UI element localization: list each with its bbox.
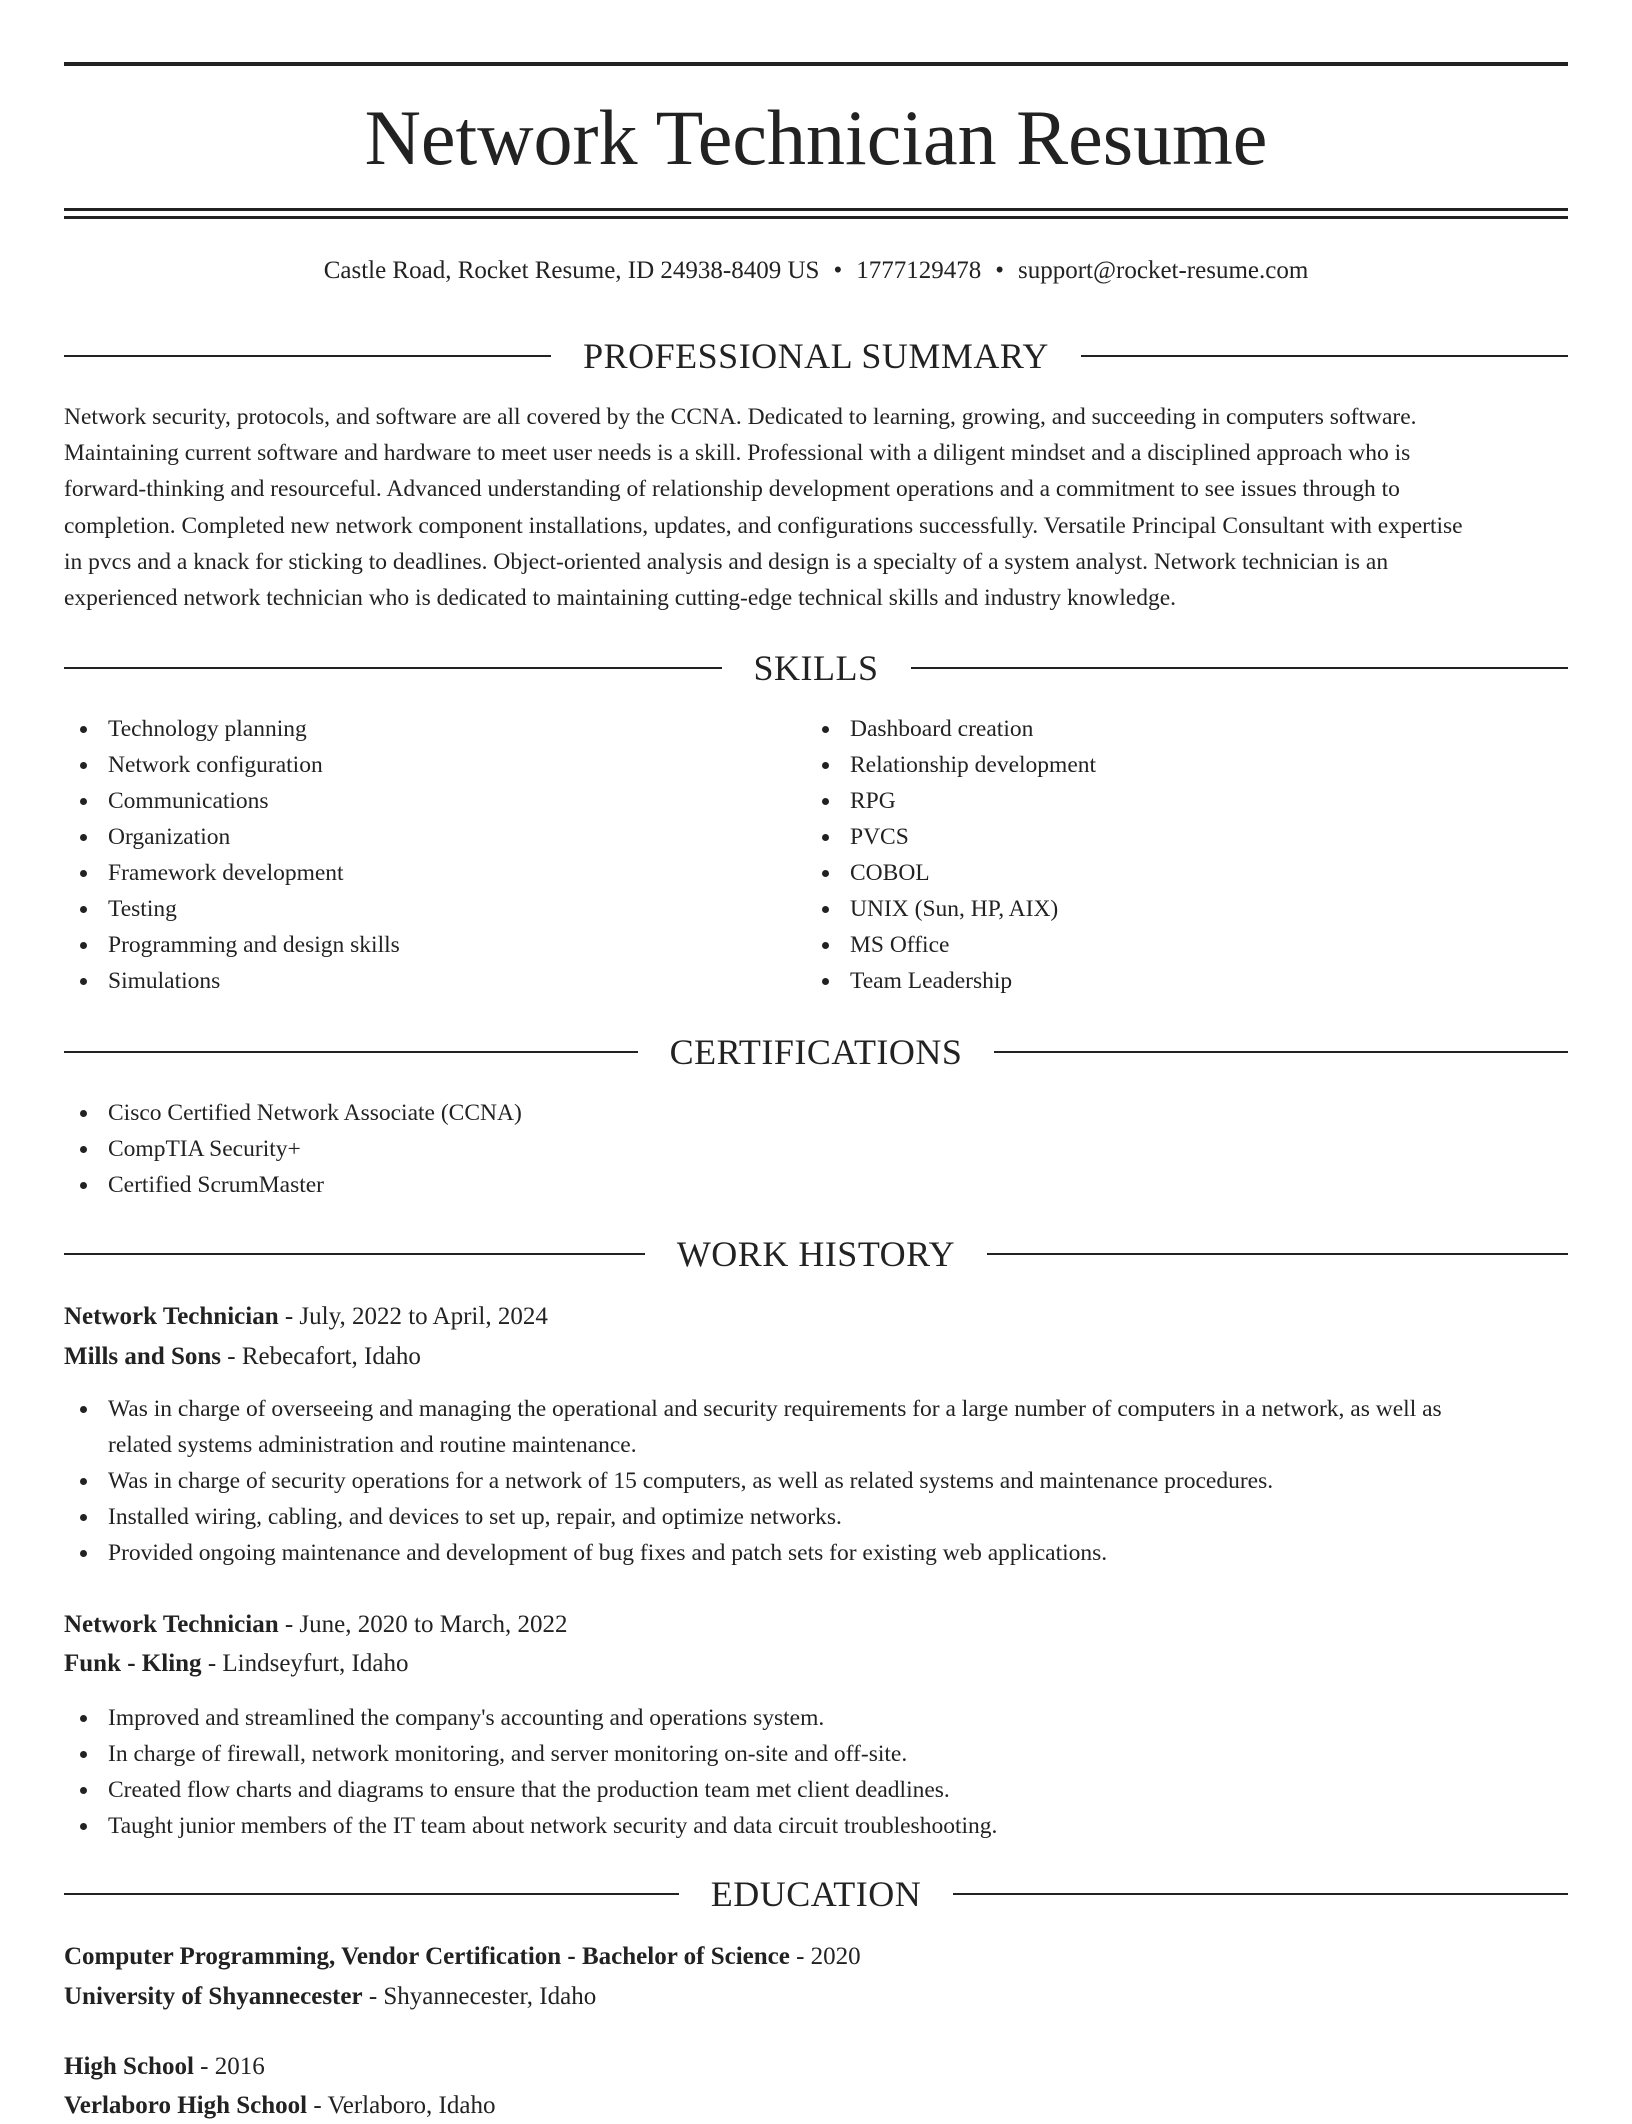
skill-item: Network configuration bbox=[64, 747, 804, 783]
job-bullet: In charge of firewall, network monitoring, and server monitoring on-site and off-site. bbox=[64, 1736, 1568, 1772]
divider-line bbox=[64, 1051, 638, 1053]
skill-item: PVCS bbox=[806, 819, 1546, 855]
summary-paragraph bbox=[64, 399, 1568, 616]
resume-title: Network Technician Resume bbox=[364, 94, 1268, 181]
job-dates: - July, 2022 to April, 2024 bbox=[284, 1303, 548, 1330]
contact-phone: 1777129478 bbox=[856, 257, 982, 284]
skill-item: Technology planning bbox=[64, 711, 804, 747]
education-degree: Computer Programming, Vendor Certification - Bachelor of Science bbox=[64, 1943, 790, 1970]
certifications-list bbox=[64, 1095, 1568, 1203]
education-location: - Verlaboro, Idaho bbox=[313, 2092, 496, 2119]
summary-line: Network security, protocols, and software are all covered by the CCNA. Dedicated to learning, growing, and succeeding in computers software. bbox=[64, 404, 1417, 430]
skills-list-left bbox=[64, 711, 804, 999]
job-title-line bbox=[64, 1607, 567, 1643]
skill-item: Communications bbox=[64, 783, 804, 819]
education-degree-line bbox=[64, 2049, 265, 2085]
summary-line: Maintaining current software and hardware to meet user needs is a skill. Professional with a diligent mindset and a disciplined approach who is bbox=[64, 440, 1411, 467]
job-bullets bbox=[64, 1700, 1568, 1844]
section-header-summary bbox=[64, 334, 1568, 378]
divider-line bbox=[953, 1893, 1568, 1895]
section-title: WORK HISTORY bbox=[676, 1234, 956, 1274]
job-bullet: Improved and streamlined the company's accounting and operations system. bbox=[64, 1700, 1568, 1736]
skill-item: COBOL bbox=[806, 855, 1546, 891]
job-title-line bbox=[64, 1299, 548, 1335]
divider-line bbox=[994, 1051, 1568, 1053]
job-bullet: Taught junior members of the IT team about network security and data circuit troubleshooting. bbox=[64, 1808, 1568, 1844]
skills-list-right bbox=[806, 711, 1546, 999]
job-bullet: Provided ongoing maintenance and development of bug fixes and patch sets for existing web applications. bbox=[64, 1535, 1568, 1571]
certification-item: CompTIA Security+ bbox=[64, 1131, 1568, 1167]
education-school: University of Shyannecester bbox=[64, 1983, 363, 2010]
divider-line bbox=[64, 355, 551, 357]
contact-address: Castle Road, Rocket Resume, ID 24938-8409 US bbox=[323, 257, 820, 284]
certification-item: Certified ScrumMaster bbox=[64, 1167, 1568, 1203]
contact-separator: • bbox=[995, 257, 1004, 284]
skill-item: Team Leadership bbox=[806, 963, 1546, 999]
education-location: - Shyannecester, Idaho bbox=[368, 1983, 597, 2010]
section-title: CERTIFICATIONS bbox=[669, 1032, 963, 1072]
certification-item: Cisco Certified Network Associate (CCNA) bbox=[64, 1095, 1568, 1131]
job-bullet bbox=[64, 1391, 1568, 1463]
contact-email: support@rocket-resume.com bbox=[1018, 257, 1309, 284]
job-location: - Lindseyfurt, Idaho bbox=[207, 1650, 409, 1677]
skill-item: Programming and design skills bbox=[64, 927, 804, 963]
job-bullet-text: Was in charge of overseeing and managing the operational and security requirements for a large number of computers in a network, as well as bbox=[108, 1396, 1442, 1422]
section-header-education bbox=[64, 1872, 1568, 1916]
summary-line: completion. Completed new network component installations, updates, and configurations successfully. Versatile Principal Consultant with expertise bbox=[64, 512, 1463, 539]
divider-line bbox=[64, 1253, 645, 1255]
divider-line bbox=[987, 1253, 1568, 1255]
job-company: Funk - Kling bbox=[64, 1650, 202, 1677]
job-bullet: Installed wiring, cabling, and devices to set up, repair, and optimize networks. bbox=[64, 1499, 1568, 1535]
job-dates: - June, 2020 to March, 2022 bbox=[284, 1611, 568, 1638]
contact-separator: • bbox=[833, 257, 843, 284]
skill-item: Dashboard creation bbox=[806, 711, 1546, 747]
skill-item: RPG bbox=[806, 783, 1546, 819]
summary-line: in pvcs and a knack for sticking to deadlines. Object-oriented analysis and design is a specialty of a system analyst. Network technician is an bbox=[64, 548, 1389, 575]
job-bullet: Created flow charts and diagrams to ensure that the production team met client deadlines. bbox=[64, 1772, 1568, 1808]
skill-item: MS Office bbox=[806, 927, 1546, 963]
skill-item: Relationship development bbox=[806, 747, 1546, 783]
section-header-certifications bbox=[64, 1030, 1568, 1074]
education-school-line bbox=[64, 2088, 495, 2124]
top-rule bbox=[64, 62, 1568, 66]
job-location: - Rebecafort, Idaho bbox=[227, 1343, 421, 1370]
title-double-rule-lower bbox=[64, 216, 1568, 219]
education-year: - 2020 bbox=[796, 1943, 861, 1970]
divider-line bbox=[64, 1893, 679, 1895]
job-title: Network Technician bbox=[64, 1303, 279, 1330]
skill-item: Framework development bbox=[64, 855, 804, 891]
job-bullet-continuation: related systems administration and routine maintenance. bbox=[108, 1432, 637, 1458]
divider-line bbox=[64, 667, 722, 669]
contact-line bbox=[64, 254, 1568, 288]
job-company-line bbox=[64, 1646, 408, 1682]
section-header-skills bbox=[64, 646, 1568, 690]
skill-item: Organization bbox=[64, 819, 804, 855]
education-degree: High School bbox=[64, 2053, 194, 2080]
skill-item: Simulations bbox=[64, 963, 804, 999]
skill-item: Testing bbox=[64, 891, 804, 927]
skill-item: UNIX (Sun, HP, AIX) bbox=[806, 891, 1546, 927]
job-company: Mills and Sons bbox=[64, 1343, 222, 1370]
job-bullet: Was in charge of security operations for a network of 15 computers, as well as related systems and maintenance procedures. bbox=[64, 1463, 1568, 1499]
section-header-work-history bbox=[64, 1232, 1568, 1276]
summary-line: experienced network technician who is dedicated to maintaining cutting-edge technical skills and industry knowledge. bbox=[64, 585, 1176, 612]
title-double-rule-upper bbox=[64, 208, 1568, 211]
divider-line bbox=[1081, 355, 1568, 357]
education-year: - 2016 bbox=[200, 2053, 265, 2080]
divider-line bbox=[911, 667, 1569, 669]
section-title: EDUCATION bbox=[710, 1874, 922, 1914]
education-school-line bbox=[64, 1979, 596, 2015]
section-title: SKILLS bbox=[753, 648, 879, 688]
education-school: Verlaboro High School bbox=[64, 2092, 308, 2119]
job-company-line bbox=[64, 1339, 421, 1375]
section-title: PROFESSIONAL SUMMARY bbox=[583, 336, 1049, 376]
job-bullets bbox=[64, 1391, 1568, 1571]
education-degree-line bbox=[64, 1939, 861, 1975]
summary-line: forward-thinking and resourceful. Advanced understanding of relationship development operations and a commitment to see issues through to bbox=[64, 476, 1400, 503]
job-title: Network Technician bbox=[64, 1611, 279, 1638]
